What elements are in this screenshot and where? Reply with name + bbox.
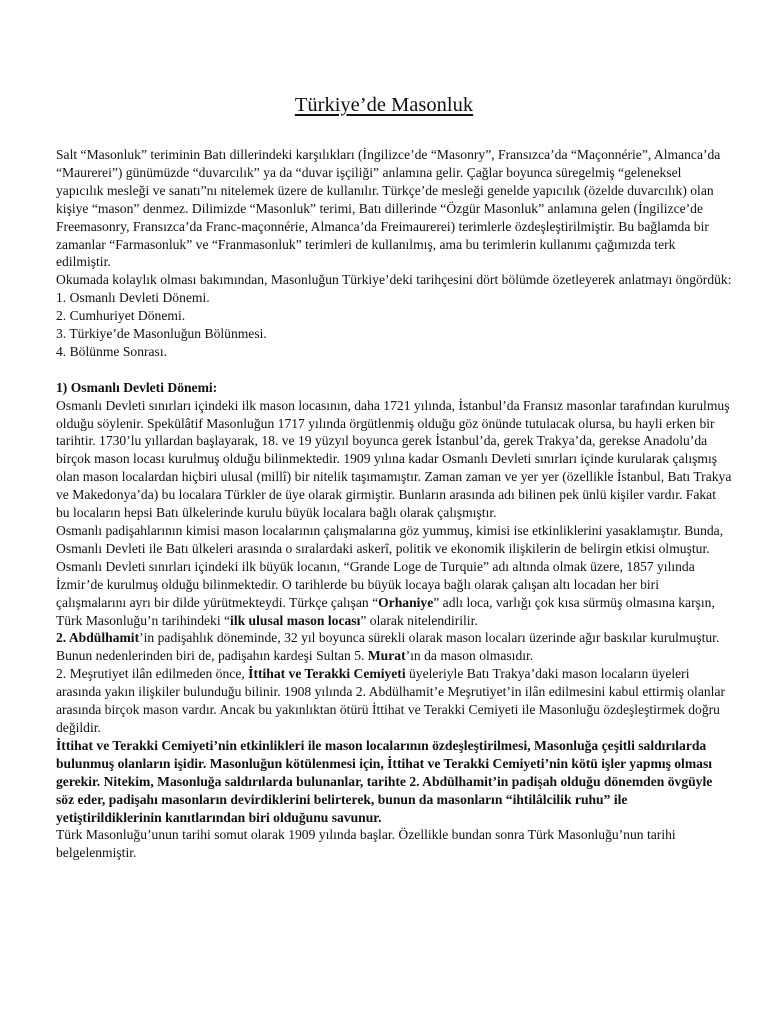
section-paragraph-5 [56,665,732,737]
bold-run: 2. Abdülhamit [56,630,140,646]
list-item: 2. Cumhuriyet Dönemi. [56,308,186,324]
section-heading: 1) Osmanlı Devleti Dönemi: [56,379,218,395]
text-run: ’in padişahlık döneminde, 32 yıl boyunca sürekli olarak mason locaları üzerinde ağır baskılar kurulmuştur. Bunun nedenlerinden biri de, padişahın kardeşi Sultan 5. [56,630,720,664]
text-run: üyeleriyle Batı Trakya’daki mason locaların üyeleri arasında yakın ilişkiler bulunduğu bilinir. 1908 yılında 2. Abdülhamit’e Meşrutiyet’in ilân edilmesini kabul ettirmiş olanlar arasında birçok mason vardır. Ancak bu yakınlıktan ötürü İttihat ve Terakki Cemiyeti ile Masonluğu özdeşleştirmek doğru değildir. [56,666,726,735]
document-body [56,146,732,862]
bold-run: İttihat ve Terakki Cemiyeti [248,666,406,682]
list-item: 1. Osmanlı Devleti Dönemi. [56,290,210,306]
text-run: ” olarak nitelendirilir. [360,612,478,628]
intro-paragraph-2: Okumada kolaylık olması bakımından, Masonluğun Türkiye’deki tarihçesini dört bölümde özetleyerek anlatmayı öngördük: [56,272,732,288]
list-item: 3. Türkiye’de Masonluğun Bölünmesi. [56,326,267,342]
section-paragraph-3 [56,558,732,630]
bold-run: Orhaniye [378,594,434,610]
text-run: ’ın da mason olmasıdır. [405,648,534,664]
section-paragraph-2: Osmanlı padişahlarının kimisi mason localarının çalışmalarına göz yummuş, kimisi ise etkinliklerini yasaklamıştır. Bunda, Osmanlı Devleti ile Batı ülkeleri arasında o sıralardaki askerî, politik ve ekonomik ilişkilerin de belirgin etkisi olmuştur. [56,523,724,556]
document-title: Türkiye’de Masonluk [294,94,474,116]
section-paragraph-4 [56,629,732,665]
text-run: ” adlı loca, varlığı çok kısa sürmüş olmasına karşın, Türk Masonluğu’n tarihindeki “ [56,594,715,628]
bold-run: ilk ulusal mason locası [230,612,361,628]
intro-paragraph-1: Salt “Masonluk” teriminin Batı dillerindeki karşılıkları (İngilizce’de “Masonry”, Fransızca’da “Maçonnérie”, Almanca’da “Maurerei”) günümüzde “duvarcılık” ya da “duvar işçiliği” anlamına gelir. Çağlar boyunca süregelmiş “geleneksel yapıcılık mesleği ve sanatı”nı nitelemek üzere de kullanılır. Türkçe’de mesleği genelde yapıcılık (özelde duvarcılık) olan kişiye “mason” denmez. Dilimizde “Masonluk” terimi, Batı dillerinde “Özgür Masonluk” anlamına gelen (İngilizce’de Freemasonry, Fransızca’da Franc-maçonnérie, Almanca’da Freimaurerei) terimlerle özdeşleştirilmiştir. Bu bağlamda bir zamanlar “Farmasonluk” ve “Franmasonluk” terimleri de kullanılmış, ama bu terimlerin kullanımı çağımızda terk edilmiştir. [56,147,721,270]
bold-run: Murat [367,648,406,664]
text-run: 2. Meşrutiyet ilân edilmeden önce, [56,666,249,682]
section-paragraph-6: İttihat ve Terakki Cemiyeti’nin etkinlikleri ile mason localarının özdeşleştirilmesi, Masonluğa çeşitli saldırılarda bulunmuş olanların işidir. Masonluğun kötülenmesi için, İttihat ve Terakki Cemiyeti’nin kötü işler yapmış olması gerekir. Nitekim, Masonluğa saldırılarda bulunanlar, tarihte 2. Abdülhamit’in padişah olduğu dönemden övgüyle söz eder, padişahı masonların devirdiklerini belirterek, bunun da masonların “ihtilâlcilik ruhu” ile yetiştirildiklerinin kanıtlarından biri olduğunu savunur. [56,737,713,825]
section-paragraph-1: Osmanlı Devleti sınırları içindeki ilk mason locasının, daha 1721 yılında, İstanbul’da Fransız masonlar tarafından kurulmuş olduğu söylenir. Spekülâtif Masonluğun 1717 yılında örgütlenmiş olduğu göz önünde tutulacak olursa, bu hayli erken bir tarihtir. 1730’lu yıllardan başlayarak, 18. ve 19 yüzyıl boyunca gerek İstanbul’da, gerek Trakya’da, gerekse Anadolu’da birçok mason locası kurulmuş olduğu bilinmektedir. 1909 yılına kadar Osmanlı Devleti sınırları içinde kurularak çalışmış olan mason localardan hiçbiri ulusal (millî) bir nitelik taşımamıştır. Zaman zaman ve yer yer (özellikle İstanbul, Batı Trakya ve Makedonya’da) bu localara Türkler de üye olarak girmiştir. Bunların arasında adı bilinen pek ünlü kişiler vardır. Fakat bu locaların hepsi Batı ülkelerinde kurulu büyük localara bağlı olarak çalışmıştır. [56,397,732,521]
section-paragraph-7: Türk Masonluğu’unun tarihi somut olarak 1909 yılında başlar. Özellikle bundan sonra Türk Masonluğu’nun tarihi belgelenmiştir. [56,827,676,861]
spacer [56,361,732,379]
text-run: Osmanlı Devleti sınırları içindeki ilk büyük locanın, “Grande Loge de Turquie” adı altında olmak üzere, 1857 yılında İzmir’de kurulmuş olduğu bilinmektedir. O tarihlerde bu büyük locaya bağlı olarak çalışan altı locadan her biri çalışmalarını ayrı bir dilde yürütmekteydi. Türkçe çalışan “ [56,558,695,610]
list-item: 4. Bölünme Sonrası. [56,343,168,359]
